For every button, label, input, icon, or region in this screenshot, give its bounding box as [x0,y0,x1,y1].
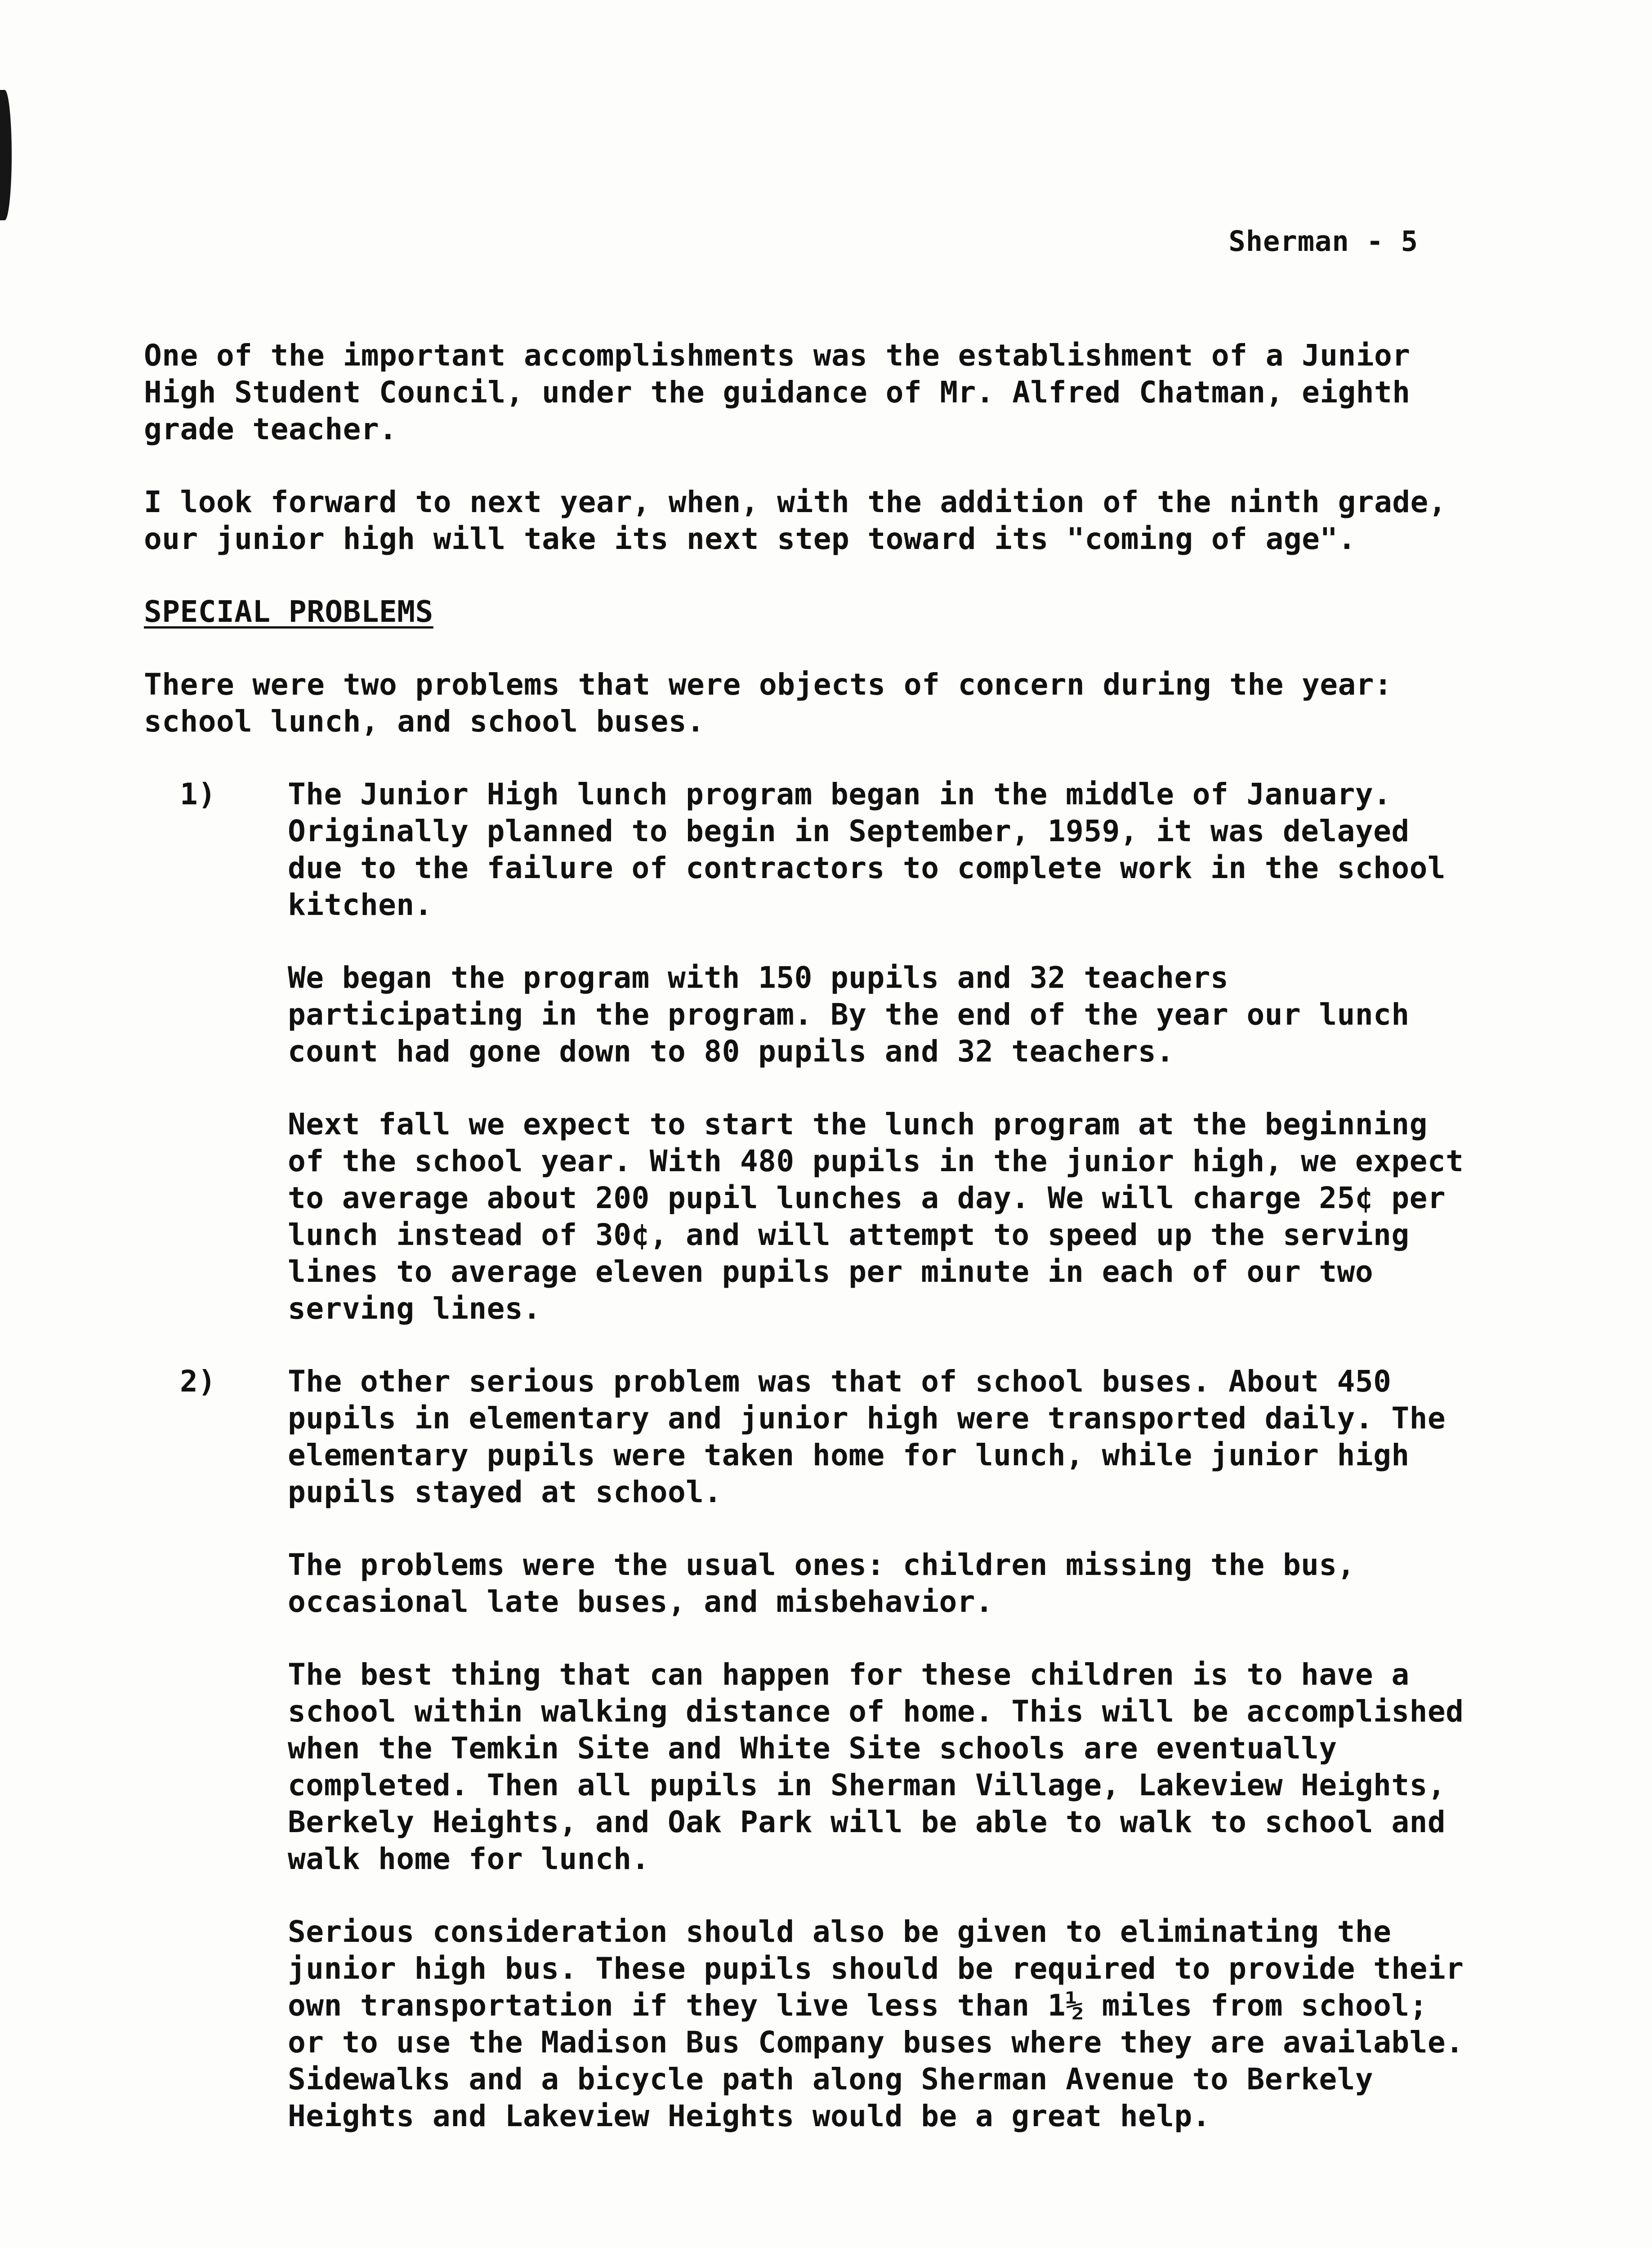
list-item-body [288,776,1470,1327]
intro-paragraph-2: I look forward to next year, when, with the addition of the ninth grade, our junior high will take its next step toward its "coming of age". [144,485,1447,556]
page-header: Sherman - 5 [1228,225,1418,258]
list-item-body [288,1363,1470,2135]
list-item-1 [144,776,1470,1327]
intro-paragraph-1: One of the important accomplishments was the establishment of a Junior High Student Council, under the guidance of Mr. Alfred Chatman, eighth grade teacher. [144,338,1411,446]
list-item-number: 1) [180,777,216,812]
scanned-page-edge [0,90,12,220]
item-paragraph: The other serious problem was that of school buses. About 450 pupils in elementary and junior high were transported daily. The elementary pupils were taken home for lunch, while junior high pupils stayed at school. [288,1364,1446,1509]
item-paragraph: The Junior High lunch program began in the middle of January. Originally planned to begin in September, 1959, it was delayed due to the failure of contractors to complete work in the school kitchen. [288,777,1446,922]
document-body [144,337,1470,2171]
list-item-number: 2) [180,1364,216,1399]
item-paragraph: Next fall we expect to start the lunch program at the beginning of the school year. With 480 pupils in the junior high, we expect to average about 200 pupil lunches a day. We will charge 25¢ per lunch instead of 30¢, and will attempt to speed up the serving lines to average eleven pupils per minute in each of our two serving lines. [288,1107,1464,1326]
item-paragraph: Serious consideration should also be given to eliminating the junior high bus. These pupils should be required to provide their own transportation if they live less than 1½ miles from school; or to use the Madison Bus Company buses where they are available. Sidewalks and a bicycle path along Sherman Avenue to Berkely Heights and Lakeview Heights would be a great help. [288,1914,1464,2133]
item-paragraph: The best thing that can happen for these children is to have a school within walking distance of home. This will be accomplished when the Temkin Site and White Site schools are eventually completed. Then all pupils in Sherman Village, Lakeview Heights, Berkely Heights, and Oak Park will be able to walk to school and walk home for lunch. [288,1657,1464,1876]
list-item-2 [144,1363,1470,2135]
item-paragraph: We began the program with 150 pupils and 32 teachers participating in the program. By the end of the year our lunch count had gone down to 80 pupils and 32 teachers. [288,960,1410,1069]
item-paragraph: The problems were the usual ones: children missing the bus, occasional late buses, and misbehavior. [288,1548,1355,1619]
section-intro: There were two problems that were objects of concern during the year: school lunch, and school buses. [144,667,1393,739]
section-heading: SPECIAL PROBLEMS [144,594,433,629]
